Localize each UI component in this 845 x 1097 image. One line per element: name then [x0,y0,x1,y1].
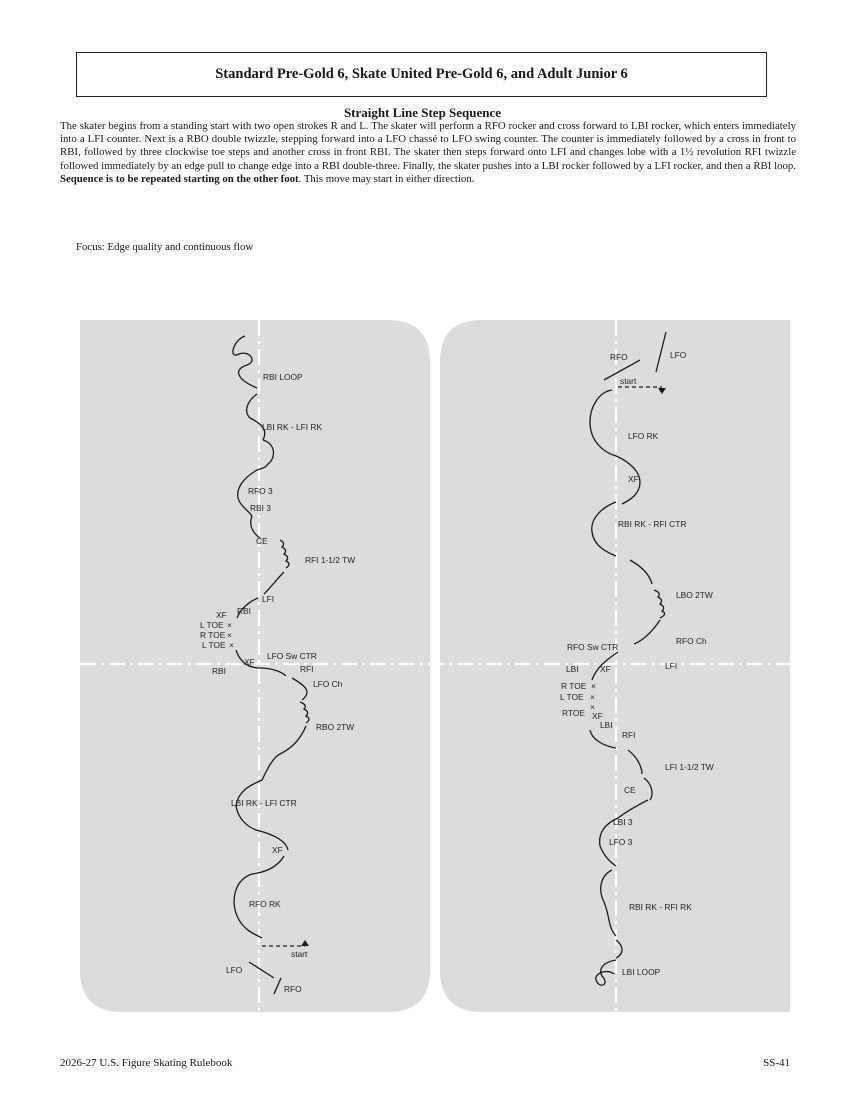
label-r-toe: R TOE [200,630,226,640]
label-xf-2: XF [244,657,255,667]
description-bold-text: Sequence is to be repeated starting on the other foot [60,172,299,185]
label-lfi: LFI [262,594,275,604]
footer-rulebook-name: 2026-27 U.S. Figure Skating Rulebook [60,1057,233,1069]
label-rbi-rk-rfi-ctr: RBI RK - RFI CTR [618,519,687,529]
label-l-toe-r: L TOE [560,692,584,702]
label-rfi: RFI [300,664,314,674]
label-lbo-2tw: LBO 2TW [676,590,713,600]
label-lfo-start-right: LFO [670,350,687,360]
label-rfi-twizzle: RFI 1-1/2 TW [305,555,356,565]
label-rfo-start-right: RFO [610,352,628,362]
page-title: Standard Pre-Gold 6, Skate United Pre-Gold 6, and Adult Junior 6 [215,66,628,82]
toe-mark-r1: × [591,681,596,691]
label-lbi-3: LBI 3 [613,817,633,827]
label-lbi-rk-lfi-ctr: LBI RK - LFI CTR [231,798,297,808]
section-heading: Straight Line Step Sequence [343,105,502,120]
toe-mark-r3: × [590,702,595,712]
focus-line: Focus: Edge quality and continuous flow [76,241,254,253]
toe-mark-r2: × [590,692,595,702]
label-rfo-ch: RFO Ch [676,636,707,646]
footer-page-number: SS-41 [763,1057,790,1069]
label-xf-1: XF [216,610,227,620]
label-rbo-2tw: RBO 2TW [316,722,355,732]
label-xf-r3: XF [592,711,603,721]
label-rbi-rk-rfi-rk: RBI RK - RFI RK [629,902,692,912]
label-ce: CE [256,536,268,546]
label-lbi-loop: LBI LOOP [622,967,661,977]
label-xf-r2: XF [600,664,611,674]
toe-mark-2: × [227,630,232,640]
label-rfo-start: RFO [284,984,302,994]
toe-mark-3: × [229,640,234,650]
label-start-right: start [620,376,637,386]
label-ce-right: CE [624,785,636,795]
label-r-toe-1: R TOE [561,681,587,691]
label-xf-r1: XF [628,474,639,484]
label-rfo-rk: RFO RK [249,899,281,909]
label-l-toe-2: L TOE [202,640,226,650]
label-rfo-sw-ctr: RFO Sw CTR [567,642,619,652]
label-l-toe-1: L TOE [200,620,224,630]
label-lbi-rk-lfi-rk: LBI RK - LFI RK [262,422,323,432]
label-lbi-a: LBI [566,664,579,674]
label-rbi-loop: RBI LOOP [263,372,303,382]
label-lfo-ch: LFO Ch [313,679,343,689]
label-rbi-3: RBI 3 [250,503,271,513]
label-lfo-sw-ctr: LFO Sw CTR [267,651,317,661]
label-rfo-3: RFO 3 [248,486,273,496]
label-rfi-right: RFI [622,730,636,740]
label-xf-3: XF [272,845,283,855]
label-lfo-start: LFO [226,965,243,975]
label-lfi-right: LFI [665,661,678,671]
toe-mark-1: × [227,620,232,630]
label-start-left: start [291,949,308,959]
label-lfi-twizzle: LFI 1-1/2 TW [665,762,714,772]
label-rbi-b: RBI [212,666,226,676]
label-rbi-a: RBI [237,606,251,616]
description-text-2: . This move may start in either direction. [298,172,475,185]
label-lbi-b: LBI [600,720,613,730]
label-rtoe-2: RTOE [562,708,585,718]
label-lfo-rk: LFO RK [628,431,659,441]
label-lfo-3: LFO 3 [609,837,633,847]
description-text-1: The skater begins from a standing start with two open strokes R and L. The skater will perform a RFO rocker and cross forward to LBI rocker, which enters immediately into a LFI counter. Next is a RBO double twizzle, stepping forward into a LFO chassé to LFO swing counter. The counter is immediately followed by a cross in front to RBI, followed by three clockwise toe steps and another cross in front RBI. The skater then steps forward onto LFI and changes lobe with a 1½ revolution RFI twizzle followed immediately by an edge pull to change edge into a RBI double-three. Finally, the skater pushes into a LBI rocker followed by a LFI rocker, and then a RBI loop. [60,120,796,172]
